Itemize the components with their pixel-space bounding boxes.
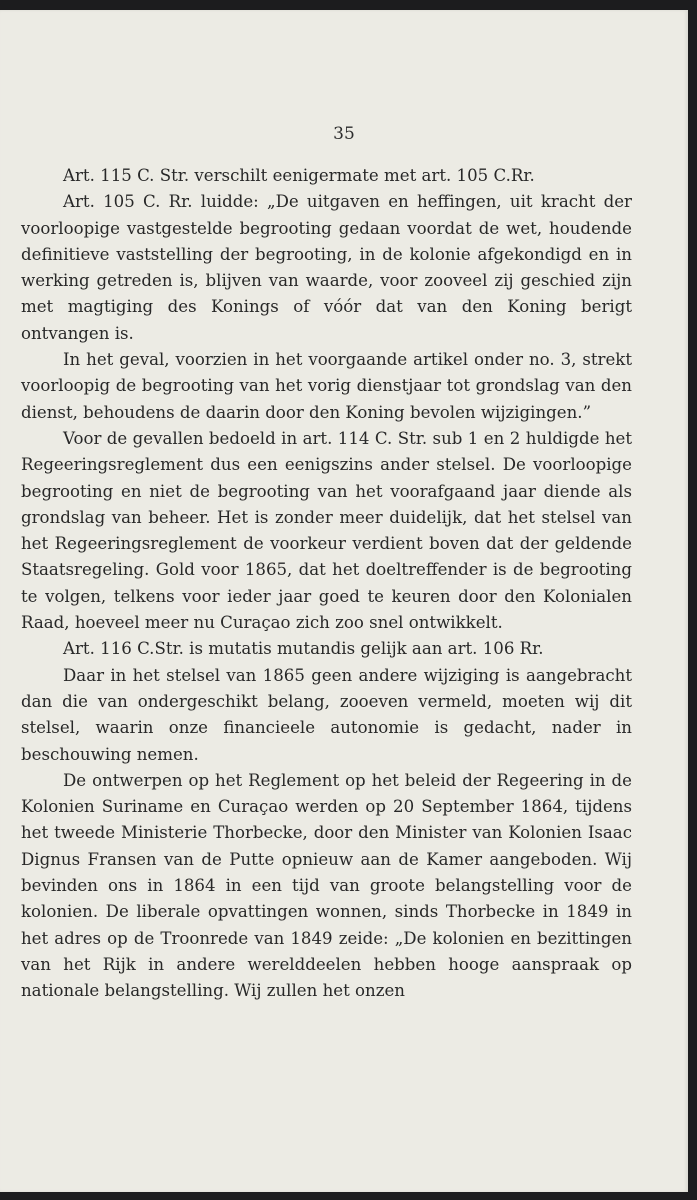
paragraph-1: Art. 115 C. Str. verschilt eenigermate met art. 105 C.Rr.: [63, 166, 535, 185]
paragraph-3: In het geval, voorzien in het voorgaande artikel onder no. 3, strekt voorloopig de begrooting van het vorig dienstjaar tot grondslag van den dienst, behoudens de daarin door den Koning bevolen wijzigingen.”: [21, 350, 632, 422]
page-number: 35: [333, 124, 355, 144]
document-page: [0, 10, 688, 1192]
paragraph-5: Art. 116 C.Str. is mutatis mutandis gelijk aan art. 106 Rr.: [63, 639, 544, 659]
paragraph-6: Daar in het stelsel van 1865 geen andere wijziging is aangebracht dan die van ondergeschikt belang, zooeven vermeld, moeten wij dit stelsel, waarin onze financieele autonomie is gedacht, nader in beschouwing nemen.: [21, 665, 632, 764]
body-text: [21, 163, 632, 1005]
paragraph-4: Voor de gevallen bedoeld in art. 114 C. Str. sub 1 en 2 huldigde het Regeeringsreglement dus een eenigszins ander stelsel. De voorloopige begrooting en niet de begrooting van het voorafgaand jaar diende als grondslag van beheer. Het is zonder meer duidelijk, dat het stelsel van het Regeeringsreglement de voorkeur verdient boven dat der geldende Staatsregeling. Gold voor 1865, dat het doeltreffender is de begrooting te volgen, telkens voor ieder jaar goed te keuren door den Kolonialen Raad, hoeveel meer nu Curaçao zich zoo snel ontwikkelt.: [21, 428, 632, 633]
paragraph-7: De ontwerpen op het Reglement op het beleid der Regeering in de Kolonien Suriname en Curaçao werden op 20 September 1864, tijdens het tweede Ministerie Thorbecke, door den Minister van Kolonien Isaac Dignus Fransen van de Putte opnieuw aan de Kamer aangeboden. Wij bevinden ons in 1864 in een tijd van groote belangstelling voor de kolonien. De liberale opvattingen wonnen, sinds Thorbecke in 1849 in het adres op de Troonrede van 1849 zeide: „De kolonien en bezittingen van het Rijk in andere werelddeelen hebben hooge aanspraak op nationale belangstelling. Wij zullen het onzen: [21, 770, 632, 1001]
paragraph-2: Art. 105 C. Rr. luidde: „De uitgaven en heffingen, uit kracht der voorloopige vastgestelde begrooting gedaan voordat de wet, houdende definitieve vaststelling der begrooting, in de kolonie afgekondigd en in werking getreden is, blijven van waarde, voor zooveel zij geschied zijn met magtiging des Konings of vóór dat van den Koning berigt ontvangen is.: [21, 192, 632, 343]
